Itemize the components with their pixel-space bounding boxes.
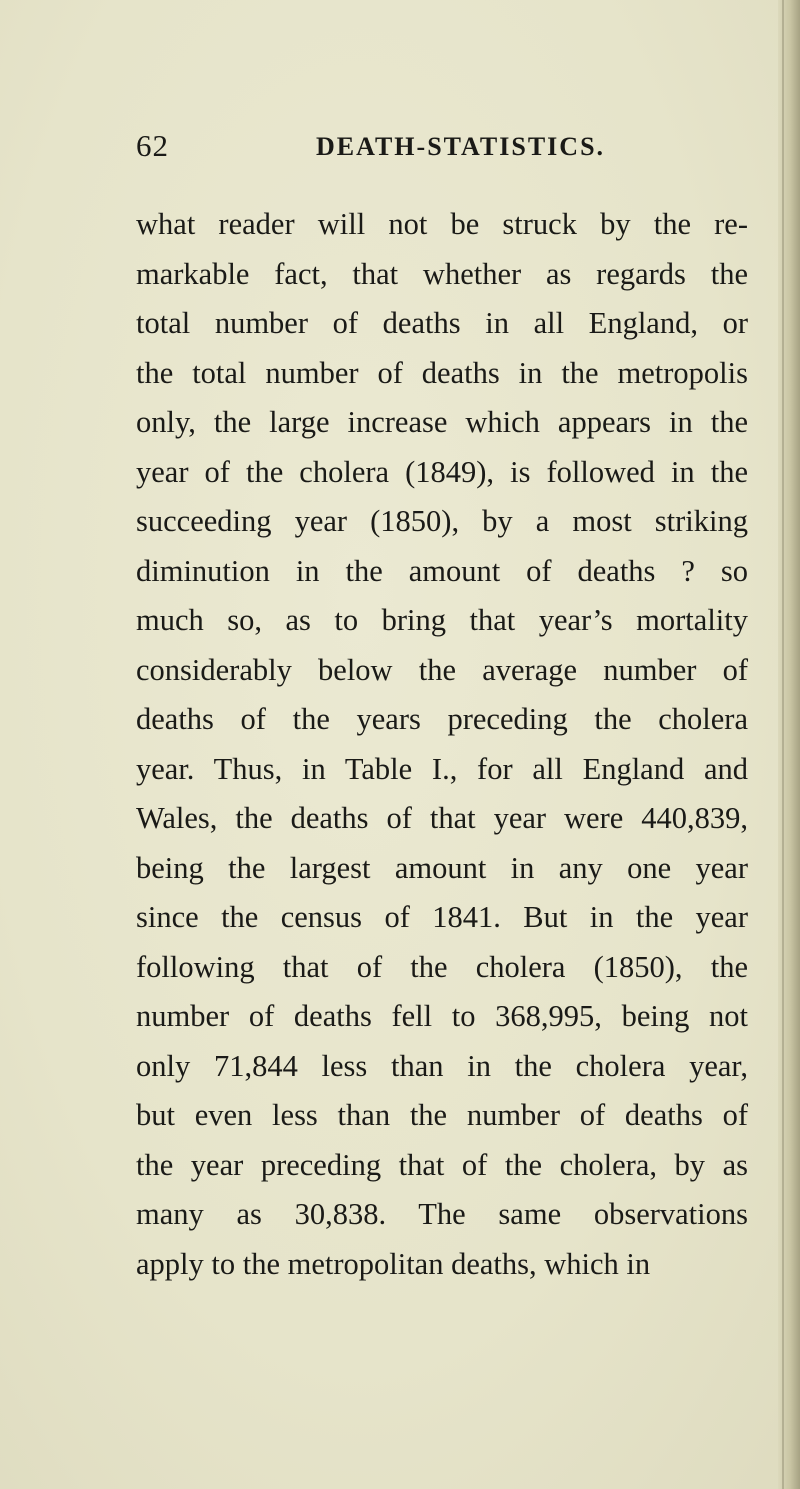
text-line: following that of the cholera (1850), the (136, 949, 748, 984)
text-line: only 71,844 less than in the cholera year, (136, 1048, 748, 1083)
text-line: much so, as to bring that year’s mortality (136, 603, 748, 637)
text-line: diminution in the amount of deaths ? so (136, 553, 748, 588)
text-line: what reader will not be struck by the re- (136, 207, 748, 241)
text-line: deaths of the years preceding the cholera (136, 702, 748, 736)
text-line: year. Thus, in Table I., for all England and (136, 751, 748, 786)
text-line: since the census of 1841. But in the year (136, 900, 748, 934)
text-line: but even less than the number of deaths of (136, 1098, 748, 1132)
text-line: Wales, the deaths of that year were 440,839, (136, 801, 748, 835)
text-line: apply to the metropolitan deaths, which in (136, 1246, 651, 1281)
text-line: succeeding year (1850), by a most striking (136, 504, 748, 538)
page-edge-shadow (778, 0, 800, 1489)
page-number: 62 (136, 128, 169, 163)
page-header (136, 128, 752, 178)
body-text (136, 200, 748, 1289)
text-line: the total number of deaths in the metropolis (136, 355, 748, 390)
text-line: considerably below the average number of (136, 652, 748, 687)
text-line: being the largest amount in any one year (136, 850, 748, 885)
text-line: only, the large increase which appears in the (136, 405, 748, 439)
text-line: markable fact, that whether as regards the (136, 256, 748, 291)
text-line: year of the cholera (1849), is followed in the (136, 454, 748, 489)
text-line: number of deaths fell to 368,995, being not (136, 999, 748, 1033)
text-line: many as 30,838. The same observations (136, 1197, 748, 1231)
running-head: DEATH-STATISTICS. (316, 132, 606, 161)
text-line: the year preceding that of the cholera, by as (136, 1147, 748, 1182)
text-line: total number of deaths in all England, or (136, 306, 748, 340)
